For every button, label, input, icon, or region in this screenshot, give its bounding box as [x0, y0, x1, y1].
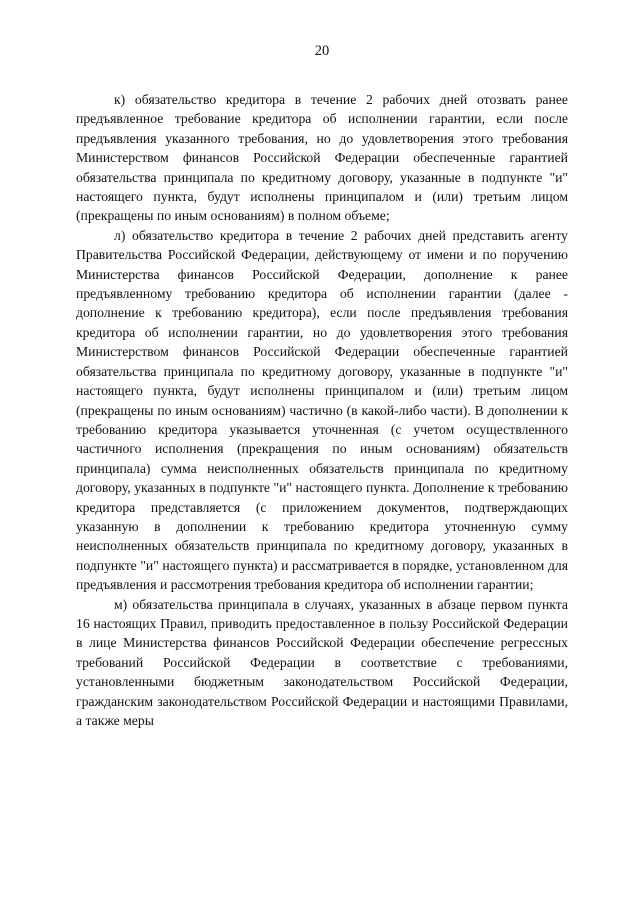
paragraph-k: к) обязательство кредитора в течение 2 рабочих дней отозвать ранее предъявленное требование кредитора об исполнении гарантии, если после предъявления указанного требования, но до удовлетворения этого требования Министерством финансов Российской Федерации обеспеченные гарантией обязательства принципала по кредитному договору, указанные в подпункте "и" настоящего пункта, будут исполнены принципалом и (или) третьим лицом (прекращены по иным основаниям) в полном объеме; [76, 92, 568, 224]
paragraph-l: л) обязательство кредитора в течение 2 рабочих дней представить агенту Правительства Российской Федерации, действующему от имени и по поручению Министерства финансов Российской Федерации, дополнение к ранее предъявленному требованию кредитора об исполнении гарантии (далее - дополнение к требованию кредитора), если после предъявления требования кредитора об исполнении гарантии, но до удовлетворения этого требования Министерством финансов Российской Федерации обеспеченные гарантией обязательства принципала по кредитному договору, указанные в подпункте "и" настоящего пункта, будут исполнены принципалом и (или) третьим лицом (прекращены по иным основаниям) частично (в какой-либо части). В дополнении к требованию кредитора указывается уточненная (с учетом осуществленного частичного исполнения (прекращения по иным основаниям) обязательств принципала) сумма неисполненных обязательств принципала по кредитному договору, указанных в подпункте "и" настоящего пункта. Дополнение к требованию кредитора представляется (с приложением документов, подтверждающих указанную в дополнении к требованию кредитора уточненную сумму неисполненных обязательств принципала по кредитному договору, указанных в подпункте "и" настоящего пункта) и рассматривается в порядке, установленном для предъявления и рассмотрения требования кредитора об исполнении гарантии; [76, 227, 568, 593]
page-number: 20 [314, 43, 330, 59]
paragraph-m: м) обязательства принципала в случаях, указанных в абзаце первом пункта 16 настоящих Правил, приводить предоставленное в пользу Российской Федерации в лице Министерства финансов Российской Федерации обеспечение регрессных требований Российской Федерации в соответствие с требованиями, установленными бюджетным законодательством Российской Федерации, гражданским законодательством Российской Федерации и настоящими Правилами, а также меры [76, 596, 568, 728]
